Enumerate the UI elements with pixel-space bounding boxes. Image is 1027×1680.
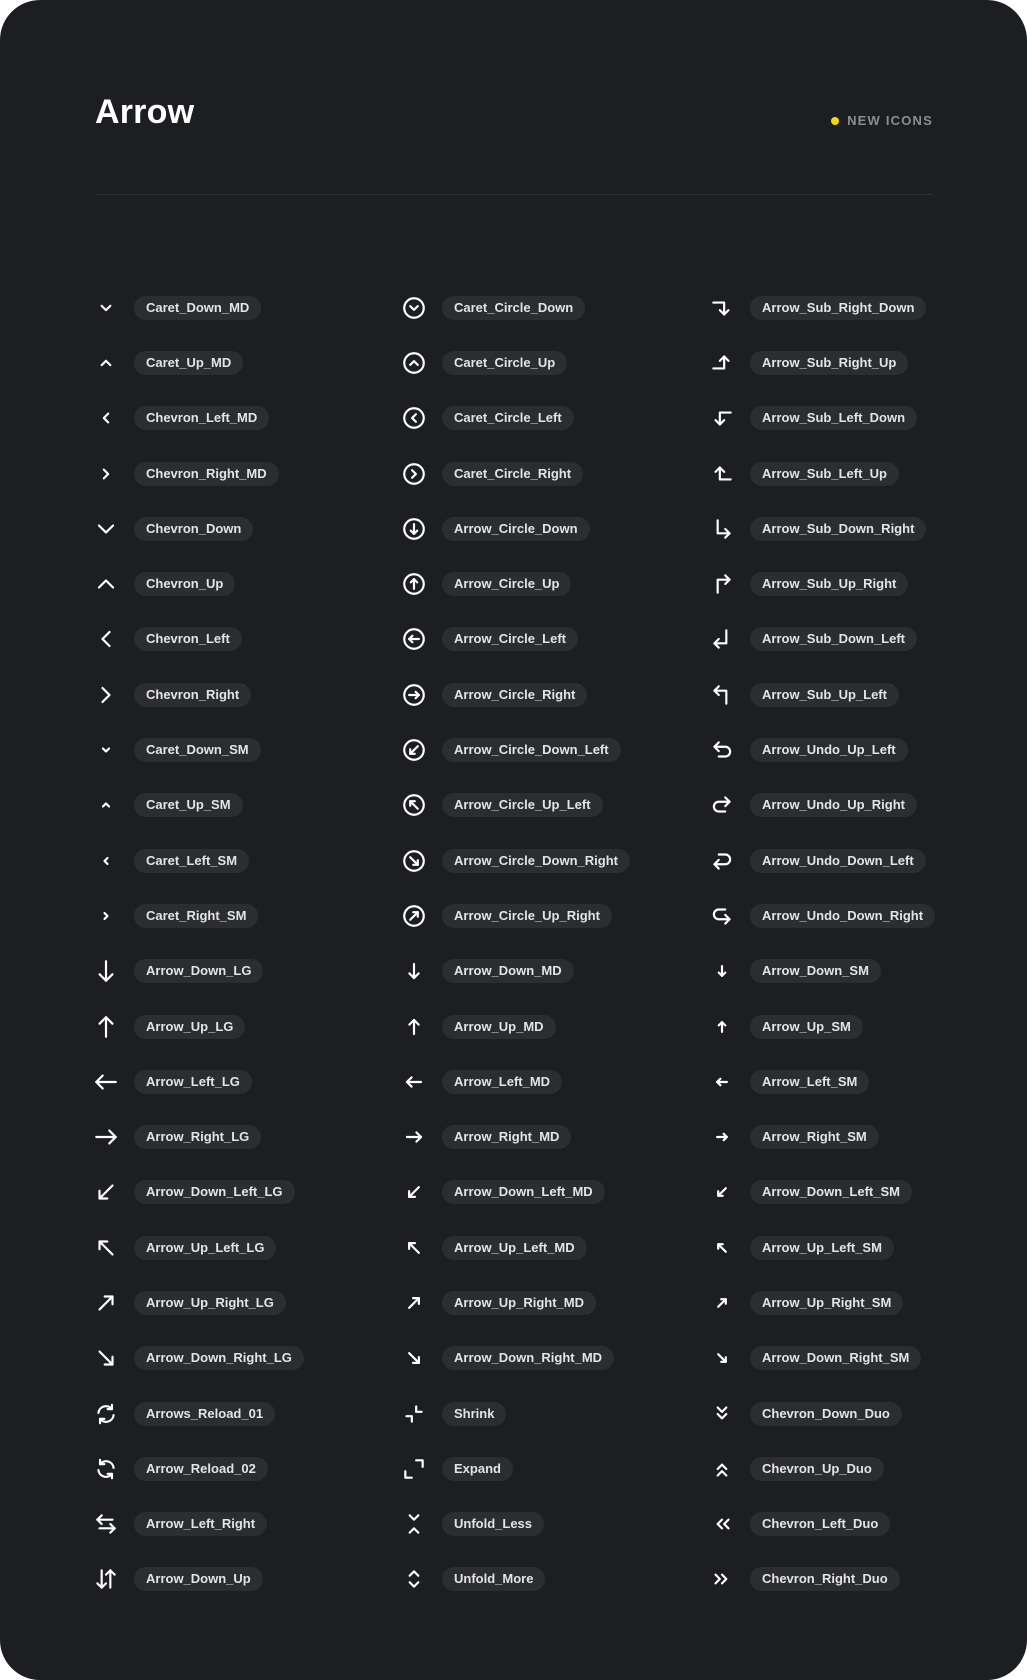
icon-name-label: Chevron_Down_Duo	[750, 1402, 902, 1426]
icon-entry-arrow-undo-down-left	[709, 833, 935, 888]
icon-entry-arrow-sub-right-up	[709, 335, 935, 390]
icon-name-label: Arrow_Down_LG	[134, 959, 263, 983]
icon-name-label: Caret_Circle_Right	[442, 462, 583, 486]
icon-entry-arrow-undo-down-right	[709, 888, 935, 943]
icon-name-label: Unfold_Less	[442, 1512, 544, 1536]
icon-entry-arrow-sub-left-up	[709, 446, 935, 501]
icon-entry-caret-circle-left	[401, 391, 630, 446]
icon-name-label: Caret_Circle_Left	[442, 406, 574, 430]
icon-entry-arrow-up-left-lg	[93, 1220, 304, 1275]
icon-name-label: Arrow_Undo_Down_Left	[750, 849, 926, 873]
icon-name-label: Arrow_Up_Left_LG	[134, 1236, 276, 1260]
icon-entry-arrow-up-lg	[93, 999, 304, 1054]
caret-circle-left-icon	[401, 405, 427, 431]
icon-name-label: Arrow_Sub_Down_Left	[750, 627, 917, 651]
icon-entry-arrow-down-left-sm	[709, 1165, 935, 1220]
new-indicator-dot	[831, 117, 839, 125]
icon-name-label: Chevron_Up	[134, 572, 235, 596]
icon-entry-chevron-down-duo	[709, 1386, 935, 1441]
icon-name-label: Arrow_Circle_Down	[442, 517, 590, 541]
chevron-right-md-icon	[93, 461, 119, 487]
icon-entry-arrow-circle-down	[401, 501, 630, 556]
icon-entry-arrow-left-md	[401, 1054, 630, 1109]
arrow-right-md-icon	[401, 1124, 427, 1150]
icon-name-label: Arrow_Circle_Up	[442, 572, 571, 596]
icon-entry-arrow-up-right-lg	[93, 1275, 304, 1330]
icon-column-1	[93, 280, 304, 1607]
icon-name-label: Arrow_Up_LG	[134, 1015, 245, 1039]
arrow-down-left-md-icon	[401, 1179, 427, 1205]
icon-entry-arrow-circle-up	[401, 556, 630, 611]
arrow-circle-right-icon	[401, 682, 427, 708]
icon-entry-arrow-reload-02	[93, 1441, 304, 1496]
icon-entry-caret-circle-right	[401, 446, 630, 501]
arrow-up-sm-icon	[709, 1014, 735, 1040]
new-icons-badge	[831, 113, 933, 128]
arrow-down-sm-icon	[709, 958, 735, 984]
icon-column-2	[401, 280, 630, 1607]
icon-entry-arrow-down-right-lg	[93, 1331, 304, 1386]
icon-entry-arrow-left-sm	[709, 1054, 935, 1109]
caret-up-md-icon	[93, 350, 119, 376]
icon-entry-arrow-up-right-sm	[709, 1275, 935, 1330]
icon-entry-arrow-up-md	[401, 999, 630, 1054]
arrow-down-lg-icon	[93, 958, 119, 984]
arrow-up-left-md-icon	[401, 1235, 427, 1261]
icon-name-label: Arrow_Left_MD	[442, 1070, 562, 1094]
arrow-sub-up-right-icon	[709, 571, 735, 597]
icon-name-label: Arrow_Down_Right_SM	[750, 1346, 921, 1370]
caret-down-sm-icon	[93, 737, 119, 763]
caret-down-md-icon	[93, 295, 119, 321]
icon-name-label: Unfold_More	[442, 1567, 545, 1591]
chevron-up-duo-icon	[709, 1456, 735, 1482]
caret-up-sm-icon	[93, 792, 119, 818]
arrow-up-left-lg-icon	[93, 1235, 119, 1261]
arrow-down-left-sm-icon	[709, 1179, 735, 1205]
arrow-circle-down-icon	[401, 516, 427, 542]
icon-entry-arrow-undo-up-left	[709, 722, 935, 777]
caret-circle-up-icon	[401, 350, 427, 376]
icon-entry-arrow-circle-up-right	[401, 888, 630, 943]
icon-name-label: Arrow_Up_Right_LG	[134, 1291, 286, 1315]
icon-name-label: Arrow_Left_SM	[750, 1070, 869, 1094]
chevron-left-duo-icon	[709, 1511, 735, 1537]
icon-name-label: Caret_Up_MD	[134, 351, 243, 375]
arrow-circle-up-right-icon	[401, 903, 427, 929]
icon-entry-arrow-sub-right-down	[709, 280, 935, 335]
icon-name-label: Arrows_Reload_01	[134, 1402, 275, 1426]
arrow-undo-down-left-icon	[709, 848, 735, 874]
icon-name-label: Arrow_Undo_Down_Right	[750, 904, 935, 928]
icon-entry-arrow-down-md	[401, 944, 630, 999]
chevron-down-duo-icon	[709, 1401, 735, 1427]
icon-name-label: Caret_Up_SM	[134, 793, 243, 817]
arrow-undo-down-right-icon	[709, 903, 735, 929]
icon-name-label: Arrow_Right_MD	[442, 1125, 571, 1149]
icon-name-label: Caret_Right_SM	[134, 904, 258, 928]
arrow-up-right-sm-icon	[709, 1290, 735, 1316]
icon-entry-arrow-circle-left	[401, 612, 630, 667]
icon-name-label: Chevron_Left_MD	[134, 406, 269, 430]
icon-name-label: Arrow_Sub_Up_Right	[750, 572, 908, 596]
icon-entry-arrow-up-left-md	[401, 1220, 630, 1275]
icon-entry-arrow-circle-right	[401, 667, 630, 722]
icon-name-label: Arrow_Right_LG	[134, 1125, 261, 1149]
icon-entry-arrow-sub-up-left	[709, 667, 935, 722]
icon-entry-chevron-up	[93, 556, 304, 611]
caret-left-sm-icon	[93, 848, 119, 874]
arrow-sub-left-up-icon	[709, 461, 735, 487]
icon-entry-arrow-up-sm	[709, 999, 935, 1054]
icon-name-label: Chevron_Right_MD	[134, 462, 279, 486]
icon-entry-chevron-right	[93, 667, 304, 722]
icon-name-label: Arrow_Sub_Left_Up	[750, 462, 899, 486]
icon-entry-arrow-down-right-md	[401, 1331, 630, 1386]
icon-name-label: Arrow_Down_SM	[750, 959, 881, 983]
icon-entry-caret-down-sm	[93, 722, 304, 777]
icon-entry-chevron-down	[93, 501, 304, 556]
icon-name-label: Arrow_Down_Right_LG	[134, 1346, 304, 1370]
header-divider	[96, 194, 933, 195]
arrows-reload-01-icon	[93, 1401, 119, 1427]
icon-name-label: Arrow_Up_Right_MD	[442, 1291, 596, 1315]
chevron-left-md-icon	[93, 405, 119, 431]
arrow-undo-up-right-icon	[709, 792, 735, 818]
icon-entry-arrow-undo-up-right	[709, 778, 935, 833]
icon-entry-caret-down-md	[93, 280, 304, 335]
icon-name-label: Arrow_Left_LG	[134, 1070, 252, 1094]
expand-icon	[401, 1456, 427, 1482]
icon-name-label: Chevron_Up_Duo	[750, 1457, 884, 1481]
icon-name-label: Caret_Left_SM	[134, 849, 249, 873]
icon-entry-arrow-left-lg	[93, 1054, 304, 1109]
arrow-sub-up-left-icon	[709, 682, 735, 708]
icon-name-label: Chevron_Left	[134, 627, 242, 651]
arrow-right-lg-icon	[93, 1124, 119, 1150]
icon-entry-arrow-circle-down-right	[401, 833, 630, 888]
icon-name-label: Caret_Circle_Down	[442, 296, 585, 320]
arrow-left-md-icon	[401, 1069, 427, 1095]
arrow-up-lg-icon	[93, 1014, 119, 1040]
icon-name-label: Arrow_Circle_Left	[442, 627, 578, 651]
icon-name-label: Caret_Down_MD	[134, 296, 261, 320]
arrow-down-right-lg-icon	[93, 1345, 119, 1371]
arrow-up-md-icon	[401, 1014, 427, 1040]
caret-circle-down-icon	[401, 295, 427, 321]
icon-name-label: Arrow_Circle_Up_Left	[442, 793, 603, 817]
chevron-right-icon	[93, 682, 119, 708]
icon-name-label: Arrow_Up_Right_SM	[750, 1291, 903, 1315]
icon-name-label: Arrow_Left_Right	[134, 1512, 267, 1536]
arrow-up-right-lg-icon	[93, 1290, 119, 1316]
arrow-right-sm-icon	[709, 1124, 735, 1150]
arrow-sub-down-left-icon	[709, 626, 735, 652]
icon-entry-caret-circle-up	[401, 335, 630, 390]
icon-entry-arrow-sub-down-right	[709, 501, 935, 556]
chevron-down-icon	[93, 516, 119, 542]
icon-entry-caret-right-sm	[93, 888, 304, 943]
icon-entry-arrow-down-left-lg	[93, 1165, 304, 1220]
chevron-right-duo-icon	[709, 1566, 735, 1592]
icon-name-label: Chevron_Right_Duo	[750, 1567, 900, 1591]
icon-name-label: Arrow_Circle_Down_Left	[442, 738, 621, 762]
icon-name-label: Arrow_Up_MD	[442, 1015, 556, 1039]
arrow-circle-left-icon	[401, 626, 427, 652]
icon-entry-unfold-more	[401, 1552, 630, 1607]
icon-entry-arrow-down-lg	[93, 944, 304, 999]
icon-name-label: Chevron_Right	[134, 683, 251, 707]
caret-circle-right-icon	[401, 461, 427, 487]
icon-entry-arrow-circle-up-left	[401, 778, 630, 833]
icon-entry-caret-circle-down	[401, 280, 630, 335]
icon-name-label: Caret_Down_SM	[134, 738, 261, 762]
arrow-undo-up-left-icon	[709, 737, 735, 763]
icon-entry-arrow-right-lg	[93, 1109, 304, 1164]
icon-name-label: Arrow_Sub_Left_Down	[750, 406, 917, 430]
icon-name-label: Chevron_Down	[134, 517, 253, 541]
icon-name-label: Shrink	[442, 1402, 506, 1426]
icon-entry-caret-up-sm	[93, 778, 304, 833]
icon-entry-arrow-right-md	[401, 1109, 630, 1164]
icon-name-label: Arrow_Sub_Right_Down	[750, 296, 926, 320]
icon-entry-arrow-down-left-md	[401, 1165, 630, 1220]
icon-entry-caret-left-sm	[93, 833, 304, 888]
icon-entry-chevron-left-duo	[709, 1497, 935, 1552]
icon-entry-chevron-up-duo	[709, 1441, 935, 1496]
arrow-reload-02-icon	[93, 1456, 119, 1482]
icon-entry-arrows-reload-01	[93, 1386, 304, 1441]
icon-name-label: Arrow_Down_Left_SM	[750, 1180, 912, 1204]
icon-name-label: Arrow_Reload_02	[134, 1457, 268, 1481]
icon-name-label: Arrow_Sub_Up_Left	[750, 683, 899, 707]
icon-name-label: Arrow_Undo_Up_Left	[750, 738, 908, 762]
icon-name-label: Arrow_Up_SM	[750, 1015, 863, 1039]
icon-entry-unfold-less	[401, 1497, 630, 1552]
icon-entry-expand	[401, 1441, 630, 1496]
icon-name-label: Arrow_Sub_Right_Up	[750, 351, 908, 375]
icon-entry-chevron-left	[93, 612, 304, 667]
unfold-less-icon	[401, 1511, 427, 1537]
icon-name-label: Expand	[442, 1457, 513, 1481]
icon-entry-chevron-right-duo	[709, 1552, 935, 1607]
icon-entry-arrow-left-right	[93, 1497, 304, 1552]
arrow-down-md-icon	[401, 958, 427, 984]
icon-entry-arrow-up-left-sm	[709, 1220, 935, 1275]
badge-label: NEW ICONS	[847, 113, 933, 128]
arrow-circle-down-right-icon	[401, 848, 427, 874]
icon-name-label: Caret_Circle_Up	[442, 351, 567, 375]
icon-name-label: Arrow_Down_Right_MD	[442, 1346, 614, 1370]
unfold-more-icon	[401, 1566, 427, 1592]
arrow-left-lg-icon	[93, 1069, 119, 1095]
icon-entry-caret-up-md	[93, 335, 304, 390]
icon-entry-arrow-down-sm	[709, 944, 935, 999]
shrink-icon	[401, 1401, 427, 1427]
arrow-up-left-sm-icon	[709, 1235, 735, 1261]
icon-entry-arrow-sub-down-left	[709, 612, 935, 667]
icon-name-label: Chevron_Left_Duo	[750, 1512, 890, 1536]
chevron-left-icon	[93, 626, 119, 652]
icon-name-label: Arrow_Circle_Right	[442, 683, 587, 707]
icon-column-3	[709, 280, 935, 1607]
page-title: Arrow	[95, 93, 195, 131]
icon-entry-shrink	[401, 1386, 630, 1441]
icon-entry-chevron-left-md	[93, 391, 304, 446]
arrow-down-up-icon	[93, 1566, 119, 1592]
icon-name-label: Arrow_Down_MD	[442, 959, 574, 983]
icon-entry-arrow-circle-down-left	[401, 722, 630, 777]
arrow-left-sm-icon	[709, 1069, 735, 1095]
arrow-sub-left-down-icon	[709, 405, 735, 431]
icon-entry-arrow-sub-left-down	[709, 391, 935, 446]
icon-name-label: Arrow_Circle_Up_Right	[442, 904, 612, 928]
arrow-down-right-sm-icon	[709, 1345, 735, 1371]
icon-name-label: Arrow_Undo_Up_Right	[750, 793, 917, 817]
arrow-down-left-lg-icon	[93, 1179, 119, 1205]
icon-name-label: Arrow_Down_Left_LG	[134, 1180, 295, 1204]
icon-entry-chevron-right-md	[93, 446, 304, 501]
icon-name-label: Arrow_Up_Left_MD	[442, 1236, 587, 1260]
icon-name-label: Arrow_Circle_Down_Right	[442, 849, 630, 873]
arrow-sub-right-up-icon	[709, 350, 735, 376]
arrow-circle-up-icon	[401, 571, 427, 597]
icon-entry-arrow-down-up	[93, 1552, 304, 1607]
arrow-circle-down-left-icon	[401, 737, 427, 763]
arrow-up-right-md-icon	[401, 1290, 427, 1316]
icon-name-label: Arrow_Up_Left_SM	[750, 1236, 894, 1260]
icon-name-label: Arrow_Sub_Down_Right	[750, 517, 926, 541]
icon-name-label: Arrow_Right_SM	[750, 1125, 879, 1149]
icon-name-label: Arrow_Down_Up	[134, 1567, 263, 1591]
chevron-up-icon	[93, 571, 119, 597]
arrow-left-right-icon	[93, 1511, 119, 1537]
icon-entry-arrow-right-sm	[709, 1109, 935, 1164]
arrow-sub-down-right-icon	[709, 516, 735, 542]
icon-entry-arrow-up-right-md	[401, 1275, 630, 1330]
icon-entry-arrow-sub-up-right	[709, 556, 935, 611]
arrow-down-right-md-icon	[401, 1345, 427, 1371]
caret-right-sm-icon	[93, 903, 119, 929]
arrow-sub-right-down-icon	[709, 295, 735, 321]
arrow-circle-up-left-icon	[401, 792, 427, 818]
icon-entry-arrow-down-right-sm	[709, 1331, 935, 1386]
icon-name-label: Arrow_Down_Left_MD	[442, 1180, 605, 1204]
